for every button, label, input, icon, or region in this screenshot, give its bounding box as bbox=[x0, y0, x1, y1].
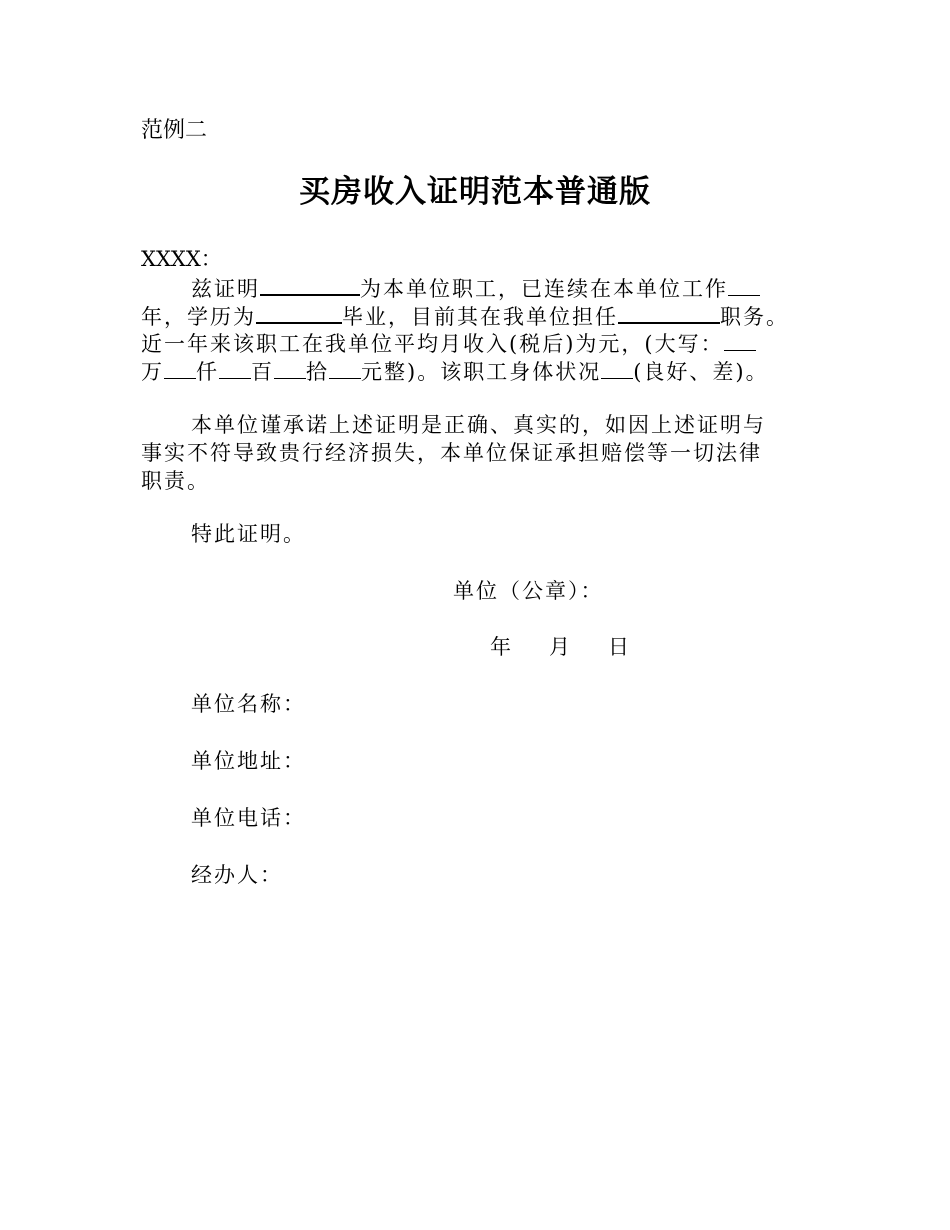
text: 百 bbox=[251, 360, 274, 385]
text: 为本单位职工，已连续在本单位工作 bbox=[360, 277, 728, 302]
seal-line: 单位（公章）： bbox=[453, 579, 604, 603]
document-title: 买房收入证明范本普通版 bbox=[299, 174, 651, 210]
text: 万 bbox=[141, 360, 164, 385]
field-unit-name: 单位名称： bbox=[191, 692, 306, 716]
date-line bbox=[490, 631, 631, 661]
date-year: 年 bbox=[490, 635, 513, 659]
blank-wan[interactable] bbox=[164, 355, 196, 379]
text: 仟 bbox=[196, 360, 219, 385]
para2-line1: 本单位谨承诺上述证明是正确、真实的，如因上述证明与 bbox=[191, 413, 766, 437]
text: 毕业，目前其在我单位担任 bbox=[342, 305, 618, 330]
date-month: 月 bbox=[549, 635, 572, 659]
text: 拾 bbox=[306, 360, 329, 385]
blank-name[interactable] bbox=[260, 271, 360, 296]
blank-amount[interactable] bbox=[724, 327, 756, 351]
closing: 特此证明。 bbox=[191, 522, 306, 546]
blank-education[interactable] bbox=[256, 299, 342, 324]
para1-line4 bbox=[141, 355, 769, 386]
blank-qian[interactable] bbox=[219, 355, 251, 379]
blank-shi[interactable] bbox=[329, 355, 361, 379]
blank-bai[interactable] bbox=[274, 355, 306, 379]
text: 职务。 bbox=[720, 305, 789, 330]
text: (良好、差)。 bbox=[633, 360, 769, 385]
para1-line3 bbox=[141, 327, 756, 358]
example-label: 范例二 bbox=[141, 118, 208, 143]
para2-line2: 事实不符导致贵行经济损失，本单位保证承担赔偿等一切法律 bbox=[141, 441, 762, 465]
blank-health[interactable] bbox=[601, 355, 633, 379]
field-handler: 经办人： bbox=[191, 863, 283, 887]
field-unit-address: 单位地址： bbox=[191, 749, 306, 773]
text: 近一年来该职工在我单位平均月收入(税后)为元，(大写： bbox=[141, 332, 724, 357]
addressee: XXXX： bbox=[141, 247, 222, 271]
text: 年，学历为 bbox=[141, 305, 256, 330]
blank-position[interactable] bbox=[618, 299, 720, 324]
field-unit-phone: 单位电话： bbox=[191, 806, 306, 830]
date-day: 日 bbox=[608, 635, 631, 659]
blank-years[interactable] bbox=[728, 272, 760, 296]
text: 元整)。该职工身体状况 bbox=[361, 360, 602, 385]
text: 兹证明 bbox=[191, 277, 260, 302]
para2-line3: 职责。 bbox=[141, 469, 210, 493]
